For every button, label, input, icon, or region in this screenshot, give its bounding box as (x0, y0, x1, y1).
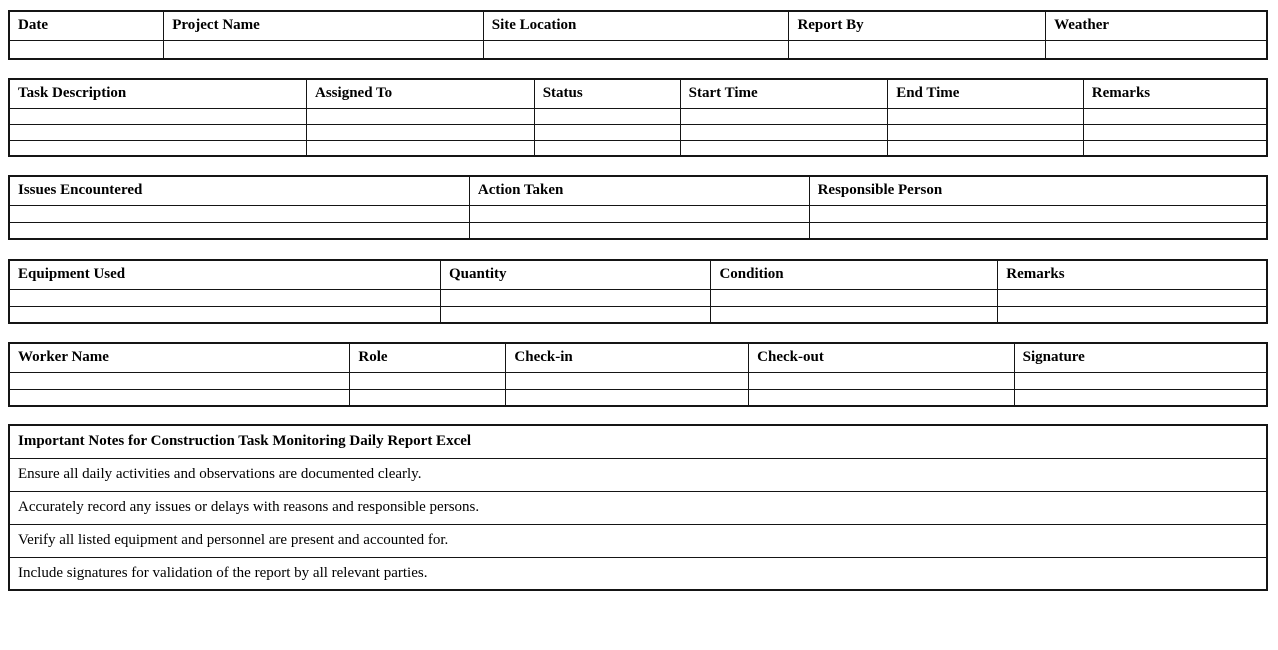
task-entry-row (9, 124, 1267, 140)
task-entry-cell[interactable] (307, 124, 535, 140)
notes-title-row (9, 425, 1267, 458)
equipment-entry-cell[interactable] (711, 289, 998, 306)
header-assigned-to: Assigned To (307, 79, 535, 108)
worker-entry-cell[interactable] (749, 389, 1014, 406)
task-entry-cell[interactable] (534, 124, 680, 140)
site-location-entry-cell[interactable] (483, 40, 789, 59)
task-entry-cell[interactable] (307, 108, 535, 124)
task-entry-cell[interactable] (888, 140, 1084, 156)
equipment-entry-cell[interactable] (9, 306, 440, 323)
task-entry-cell[interactable] (9, 140, 307, 156)
equipment-entry-row (9, 289, 1267, 306)
workers-header-row (9, 343, 1267, 372)
issues-header-row (9, 176, 1267, 205)
weather-entry-cell[interactable] (1046, 40, 1267, 59)
issues-table (8, 175, 1268, 240)
header-equipment-remarks: Remarks (998, 260, 1267, 289)
header-project-name: Project Name (164, 11, 484, 40)
notes-table (8, 424, 1268, 591)
equipment-entry-cell[interactable] (998, 289, 1267, 306)
task-entry-row (9, 108, 1267, 124)
issue-entry-cell[interactable] (9, 222, 469, 239)
equipment-entry-cell[interactable] (9, 289, 440, 306)
header-start-time: Start Time (680, 79, 888, 108)
workers-table (8, 342, 1268, 407)
task-entry-cell[interactable] (534, 108, 680, 124)
worker-entry-cell[interactable] (350, 389, 506, 406)
worker-entry-cell[interactable] (1014, 389, 1267, 406)
header-date: Date (9, 11, 164, 40)
notes-item: Verify all listed equipment and personnel are present and accounted for. (9, 524, 1267, 557)
issue-entry-cell[interactable] (469, 205, 809, 222)
report-info-table (8, 10, 1268, 60)
equipment-table (8, 259, 1268, 324)
equipment-entry-cell[interactable] (440, 306, 710, 323)
equipment-header-row (9, 260, 1267, 289)
notes-item-row (9, 557, 1267, 590)
report-info-header-row (9, 11, 1267, 40)
task-entry-cell[interactable] (888, 108, 1084, 124)
header-site-location: Site Location (483, 11, 789, 40)
header-check-out: Check-out (749, 343, 1014, 372)
header-status: Status (534, 79, 680, 108)
task-entry-cell[interactable] (1083, 140, 1267, 156)
task-entry-cell[interactable] (680, 108, 888, 124)
tasks-table (8, 78, 1268, 157)
equipment-entry-cell[interactable] (998, 306, 1267, 323)
issue-entry-row (9, 222, 1267, 239)
header-quantity: Quantity (440, 260, 710, 289)
header-weather: Weather (1046, 11, 1267, 40)
header-report-by: Report By (789, 11, 1046, 40)
worker-entry-cell[interactable] (9, 389, 350, 406)
header-action-taken: Action Taken (469, 176, 809, 205)
header-role: Role (350, 343, 506, 372)
header-signature: Signature (1014, 343, 1267, 372)
task-entry-cell[interactable] (1083, 124, 1267, 140)
header-equipment-used: Equipment Used (9, 260, 440, 289)
task-entry-cell[interactable] (1083, 108, 1267, 124)
notes-item: Include signatures for validation of the report by all relevant parties. (9, 557, 1267, 590)
task-entry-cell[interactable] (534, 140, 680, 156)
worker-entry-cell[interactable] (9, 372, 350, 389)
issue-entry-cell[interactable] (9, 205, 469, 222)
task-entry-cell[interactable] (9, 108, 307, 124)
notes-item-row (9, 458, 1267, 491)
header-worker-name: Worker Name (9, 343, 350, 372)
task-entry-cell[interactable] (680, 124, 888, 140)
issue-entry-cell[interactable] (809, 205, 1267, 222)
worker-entry-cell[interactable] (506, 389, 749, 406)
header-task-description: Task Description (9, 79, 307, 108)
equipment-entry-cell[interactable] (440, 289, 710, 306)
notes-item-row (9, 491, 1267, 524)
task-entry-cell[interactable] (680, 140, 888, 156)
issue-entry-cell[interactable] (469, 222, 809, 239)
header-task-remarks: Remarks (1083, 79, 1267, 108)
header-issues-encountered: Issues Encountered (9, 176, 469, 205)
notes-item: Ensure all daily activities and observations are documented clearly. (9, 458, 1267, 491)
header-check-in: Check-in (506, 343, 749, 372)
notes-item-row (9, 524, 1267, 557)
worker-entry-cell[interactable] (350, 372, 506, 389)
worker-entry-row (9, 372, 1267, 389)
worker-entry-cell[interactable] (1014, 372, 1267, 389)
task-entry-cell[interactable] (9, 124, 307, 140)
worker-entry-cell[interactable] (506, 372, 749, 389)
task-entry-cell[interactable] (888, 124, 1084, 140)
worker-entry-cell[interactable] (749, 372, 1014, 389)
equipment-entry-row (9, 306, 1267, 323)
notes-item: Accurately record any issues or delays with reasons and responsible persons. (9, 491, 1267, 524)
worker-entry-row (9, 389, 1267, 406)
tasks-header-row (9, 79, 1267, 108)
header-end-time: End Time (888, 79, 1084, 108)
date-entry-cell[interactable] (9, 40, 164, 59)
project-name-entry-cell[interactable] (164, 40, 484, 59)
report-by-entry-cell[interactable] (789, 40, 1046, 59)
notes-title: Important Notes for Construction Task Monitoring Daily Report Excel (9, 425, 1267, 458)
task-entry-row (9, 140, 1267, 156)
task-entry-cell[interactable] (307, 140, 535, 156)
issue-entry-cell[interactable] (809, 222, 1267, 239)
equipment-entry-cell[interactable] (711, 306, 998, 323)
header-responsible-person: Responsible Person (809, 176, 1267, 205)
header-condition: Condition (711, 260, 998, 289)
report-info-entry-row (9, 40, 1267, 59)
issue-entry-row (9, 205, 1267, 222)
